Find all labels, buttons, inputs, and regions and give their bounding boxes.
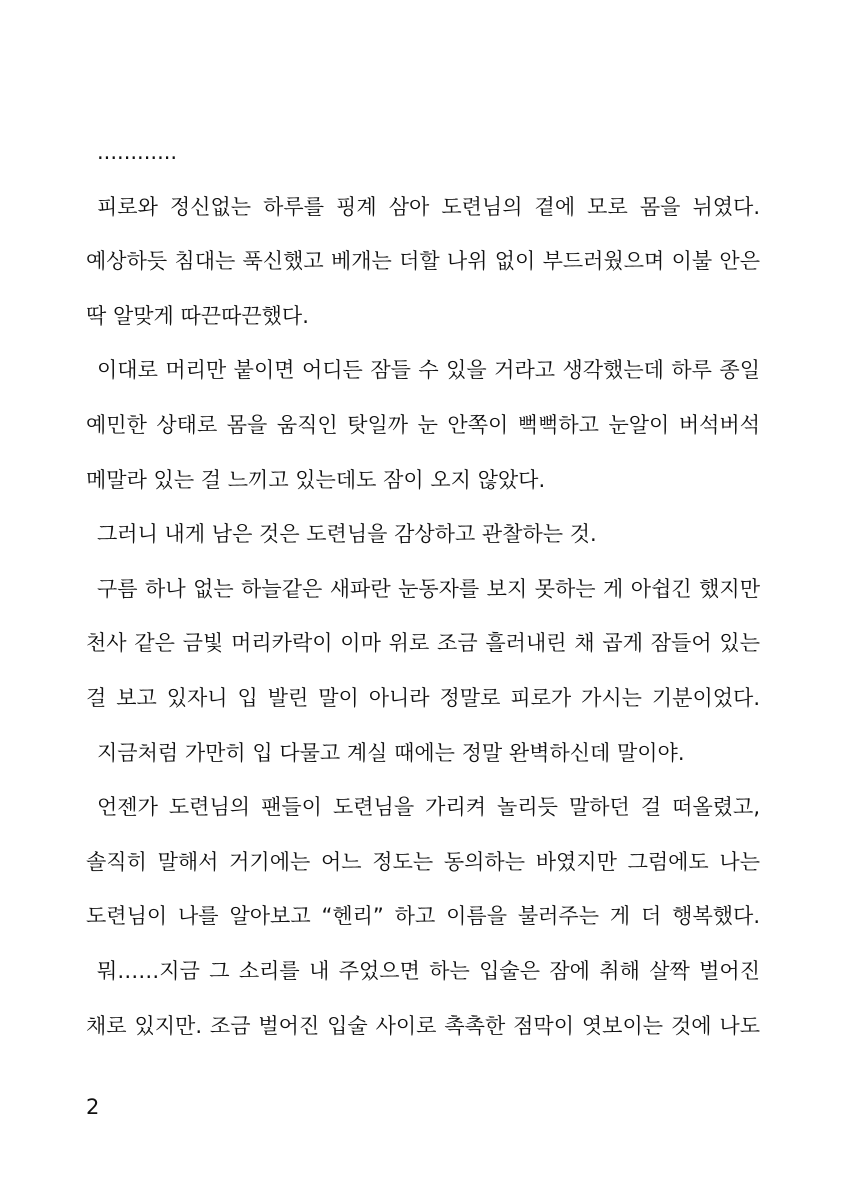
text-line: 이대로 머리만 붙이면 어디든 잠들 수 있을 거라고 생각했는데 하루 종일 xyxy=(97,358,760,382)
text-line: 구름 하나 없는 하늘같은 새파란 눈동자를 보지 못하는 게 아쉽긴 했지만 xyxy=(97,577,760,601)
text-line: ............ xyxy=(97,140,178,164)
text-line: 언젠가 도련님의 팬들이 도련님을 가리켜 놀리듯 말하던 걸 떠올렸고, xyxy=(97,795,760,819)
text-line: 예민한 상태로 몸을 움직인 탓일까 눈 안쪽이 뻑뻑하고 눈알이 버석버석 xyxy=(86,413,760,437)
text-line: 지금처럼 가만히 입 다물고 계실 때에는 정말 완벽하신데 말이야. xyxy=(97,741,685,765)
text-line: 솔직히 말해서 거기에는 어느 정도는 동의하는 바였지만 그럼에도 나는 xyxy=(86,850,760,874)
text-line: 걸 보고 있자니 입 발린 말이 아니라 정말로 피로가 가시는 기분이었다. xyxy=(86,686,760,710)
text-line: 메말라 있는 걸 느끼고 있는데도 잠이 오지 않았다. xyxy=(86,468,546,492)
text-line: 그러니 내게 남은 것은 도련님을 감상하고 관찰하는 것. xyxy=(97,522,597,546)
text-line: 피로와 정신없는 하루를 핑계 삼아 도련님의 곁에 모로 몸을 뉘였다. xyxy=(97,195,760,219)
text-line: 예상하듯 침대는 푹신했고 베개는 더할 나위 없이 부드러웠으며 이불 안은 xyxy=(86,249,760,273)
text-line: 도련님이 나를 알아보고 “헨리” 하고 이름을 불러주는 게 더 행복했다. xyxy=(86,904,760,928)
text-line: 딱 알맞게 따끈따끈했다. xyxy=(86,304,309,328)
text-line: 천사 같은 금빛 머리카락이 이마 위로 조금 흘러내린 채 곱게 잠들어 있는 xyxy=(86,631,760,655)
page-number: 2 xyxy=(86,1095,100,1119)
text-line: 뭐……지금 그 소리를 내 주었으면 하는 입술은 잠에 취해 살짝 벌어진 xyxy=(97,959,760,983)
text-line: 채로 있지만. 조금 벌어진 입술 사이로 촉촉한 점막이 엿보이는 것에 나도 xyxy=(86,1014,760,1038)
